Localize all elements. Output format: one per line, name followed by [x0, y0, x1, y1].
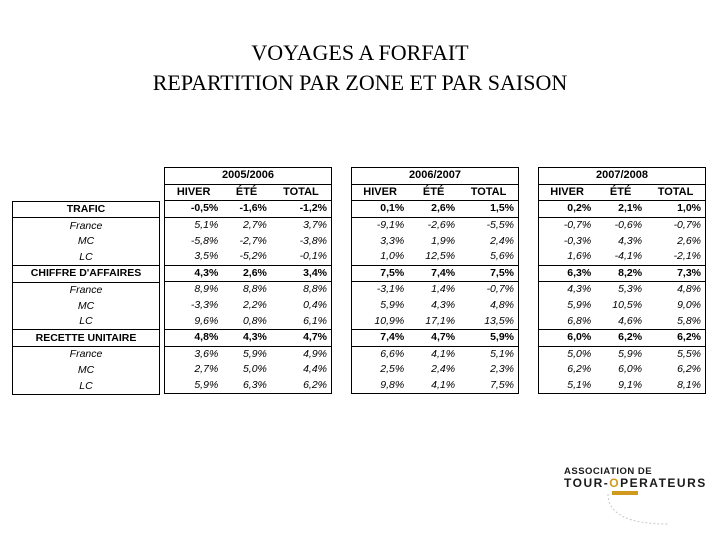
table-row — [539, 233, 706, 249]
table-cell: 5,9% — [618, 347, 643, 360]
table-cell: 8,8% — [242, 283, 267, 296]
row-label: CHIFFRE D'AFFAIRES — [13, 266, 160, 283]
table-cell: 9,1% — [595, 378, 646, 394]
table-cell: 8,9% — [165, 282, 223, 298]
table-cell: 2,1% — [595, 201, 646, 218]
table-cell: 5,5% — [646, 346, 705, 362]
table-row — [352, 362, 519, 378]
table-cell: 10,5% — [612, 299, 643, 312]
table-cell: 3,4% — [271, 265, 332, 282]
column-header: TOTAL — [459, 184, 518, 201]
table-cell: 1,6% — [539, 249, 596, 265]
table-cell: 6,0% — [539, 329, 596, 346]
table-row — [165, 282, 332, 298]
column-header: TOTAL — [646, 184, 705, 201]
table-row — [165, 201, 332, 218]
table-cell: 3,5% — [165, 249, 223, 265]
table-cell: -2,6% — [427, 219, 456, 232]
table-row — [539, 201, 706, 218]
table-row — [165, 249, 332, 265]
table-cell: 2,4% — [459, 233, 518, 249]
row-label: MC — [13, 298, 160, 314]
table-row — [165, 298, 332, 314]
table-cell: 9,0% — [646, 298, 705, 314]
table-row — [539, 249, 706, 265]
table-cell: 1,5% — [459, 201, 518, 218]
table-row — [539, 362, 706, 378]
table-cell: -0,7% — [459, 282, 518, 298]
table-cell: 4,1% — [431, 347, 456, 360]
table-cell: 5,8% — [646, 313, 705, 329]
table-cell: 17,1% — [425, 314, 456, 327]
table-cell: 6,2% — [595, 329, 646, 346]
table-cell: 4,9% — [271, 346, 332, 362]
period-title: 2007/2008 — [539, 168, 706, 185]
period-table-2007-2008 — [538, 167, 706, 394]
page-title-line1: VOYAGES A FORFAIT — [251, 40, 469, 65]
table-cell: 4,3% — [222, 329, 271, 346]
table-cell: 4,8% — [646, 282, 705, 298]
table-cell: -3,8% — [271, 233, 332, 249]
table-row — [165, 217, 332, 233]
table-cell: 6,3% — [539, 265, 596, 282]
period-title: 2006/2007 — [352, 168, 519, 185]
table-cell: 4,8% — [165, 329, 223, 346]
table-row — [352, 265, 519, 282]
table-cell: -4,1% — [614, 250, 643, 263]
table-row — [352, 378, 519, 394]
row-label: LC — [13, 378, 160, 394]
table-cell: 5,3% — [618, 283, 643, 296]
table-cell: 4,4% — [271, 362, 332, 378]
table-row — [352, 282, 519, 298]
table-cell: 2,6% — [408, 201, 459, 218]
table-cell: 13,5% — [459, 313, 518, 329]
table-cell: -1,6% — [222, 201, 271, 218]
table-cell: 1,9% — [431, 234, 456, 247]
table-cell: 7,4% — [352, 329, 409, 346]
table-cell: 8,8% — [271, 282, 332, 298]
table-cell: 2,2% — [242, 299, 267, 312]
table-cell: 4,8% — [459, 298, 518, 314]
table-cell: 8,2% — [595, 265, 646, 282]
table-cell: -3,1% — [352, 282, 409, 298]
column-header: HIVER — [352, 184, 409, 201]
table-cell: 7,5% — [459, 378, 518, 394]
table-cell: 5,0% — [539, 346, 596, 362]
table-cell: 3,7% — [271, 217, 332, 233]
table-cell: 2,4% — [431, 363, 456, 376]
period-title: 2005/2006 — [165, 168, 332, 185]
table-cell: -3,3% — [165, 298, 223, 314]
table-cell: 8,1% — [646, 378, 705, 394]
table-row — [352, 329, 519, 346]
table-cell: 4,7% — [408, 329, 459, 346]
logo-arc — [558, 462, 708, 532]
table-cell: 12,5% — [425, 250, 456, 263]
table-row — [539, 378, 706, 394]
table-cell: 4,3% — [431, 299, 456, 312]
table-row — [539, 313, 706, 329]
table-cell: 5,9% — [242, 347, 267, 360]
table-cell: 7,5% — [352, 265, 409, 282]
table-cell: 5,9% — [165, 378, 223, 394]
table-row — [352, 346, 519, 362]
table-row — [539, 282, 706, 298]
table-cell: 4,3% — [539, 282, 596, 298]
table-cell: 6,0% — [618, 363, 643, 376]
table-cell: -2,1% — [646, 249, 705, 265]
table-cell: 4,7% — [271, 329, 332, 346]
table-cell: 5,1% — [459, 346, 518, 362]
table-cell: 5,0% — [242, 363, 267, 376]
table-cell: 5,6% — [459, 249, 518, 265]
table-row — [352, 249, 519, 265]
table-cell: 6,8% — [539, 313, 596, 329]
table-cell: 0,2% — [539, 201, 596, 218]
table-cell: -5,2% — [239, 250, 267, 263]
table-cell: -0,1% — [271, 249, 332, 265]
table-cell: 7,4% — [408, 265, 459, 282]
table-row — [352, 201, 519, 218]
table-cell: 5,9% — [459, 329, 518, 346]
row-label-table — [12, 201, 160, 395]
table-cell: 4,6% — [618, 314, 643, 327]
row-label: MC — [13, 234, 160, 250]
table-cell: 4,3% — [165, 265, 223, 282]
logo-line2: TOUR-OPERATEURS — [564, 476, 707, 490]
table-row — [165, 346, 332, 362]
table-row — [539, 329, 706, 346]
table-cell: -0,7% — [539, 217, 596, 233]
row-label: France — [13, 218, 160, 234]
table-cell: -9,1% — [352, 217, 409, 233]
table-row — [165, 265, 332, 282]
table-cell: 10,9% — [352, 313, 409, 329]
table-cell: 6,1% — [271, 313, 332, 329]
table-cell: 6,6% — [352, 346, 409, 362]
table-cell: 9,6% — [165, 313, 223, 329]
table-row — [539, 298, 706, 314]
table-cell: -0,3% — [539, 233, 596, 249]
table-row — [165, 362, 332, 378]
table-cell: 5,9% — [539, 298, 596, 314]
table-cell: 2,6% — [646, 233, 705, 249]
table-cell: 1,0% — [352, 249, 409, 265]
table-cell: 6,2% — [271, 378, 332, 394]
table-cell: 5,1% — [165, 217, 223, 233]
table-row — [165, 378, 332, 394]
table-row — [539, 346, 706, 362]
row-label: LC — [13, 314, 160, 330]
row-label: LC — [13, 249, 160, 265]
table-cell: -0,7% — [646, 217, 705, 233]
row-label: RECETTE UNITAIRE — [13, 330, 160, 347]
table-row — [352, 217, 519, 233]
table-cell: 6,2% — [539, 362, 596, 378]
table-row — [352, 298, 519, 314]
table-cell: 5,1% — [539, 378, 596, 394]
table-cell: 2,7% — [165, 362, 223, 378]
row-label: TRAFIC — [13, 201, 160, 218]
period-table-2006-2007 — [351, 167, 519, 394]
page-title-line2: REPARTITION PAR ZONE ET PAR SAISON — [152, 70, 568, 95]
table-cell: 2,7% — [242, 219, 267, 232]
table-cell: 5,9% — [352, 298, 409, 314]
association-logo — [558, 462, 708, 532]
table-cell: -5,8% — [165, 233, 223, 249]
table-cell: 6,2% — [646, 362, 705, 378]
table-row — [539, 217, 706, 233]
period-table-2005-2006 — [164, 167, 332, 394]
row-label: MC — [13, 363, 160, 379]
table-cell: -5,5% — [459, 217, 518, 233]
table-row — [165, 329, 332, 346]
table-cell: 1,0% — [646, 201, 705, 218]
table-cell: 1,4% — [431, 283, 456, 296]
column-header: ÉTÉ — [595, 184, 646, 201]
table-cell: 4,1% — [408, 378, 459, 394]
table-cell: 2,5% — [352, 362, 409, 378]
column-header: TOTAL — [271, 184, 332, 201]
table-cell: 7,3% — [646, 265, 705, 282]
table-cell: 2,6% — [222, 265, 271, 282]
column-header: HIVER — [539, 184, 596, 201]
table-row — [352, 233, 519, 249]
table-row — [539, 265, 706, 282]
logo-line1: ASSOCIATION DE — [564, 466, 653, 477]
table-cell: -2,7% — [239, 234, 267, 247]
table-cell: 4,3% — [618, 234, 643, 247]
table-cell: 9,8% — [352, 378, 409, 394]
table-cell: 6,2% — [646, 329, 705, 346]
table-row — [165, 313, 332, 329]
column-header: ÉTÉ — [408, 184, 459, 201]
table-cell: -0,5% — [165, 201, 223, 218]
table-cell: 0,8% — [242, 314, 267, 327]
table-cell: 2,3% — [459, 362, 518, 378]
column-header: ÉTÉ — [222, 184, 271, 201]
column-header: HIVER — [165, 184, 223, 201]
table-cell: -0,6% — [614, 219, 643, 232]
table-cell: -1,2% — [271, 201, 332, 218]
row-label: France — [13, 347, 160, 363]
table-row — [352, 313, 519, 329]
table-cell: 3,6% — [165, 346, 223, 362]
table-cell: 3,3% — [352, 233, 409, 249]
table-row — [165, 233, 332, 249]
table-cell: 7,5% — [459, 265, 518, 282]
table-cell: 6,3% — [222, 378, 271, 394]
table-cell: 0,1% — [352, 201, 409, 218]
table-cell: 0,4% — [271, 298, 332, 314]
row-label: France — [13, 282, 160, 298]
